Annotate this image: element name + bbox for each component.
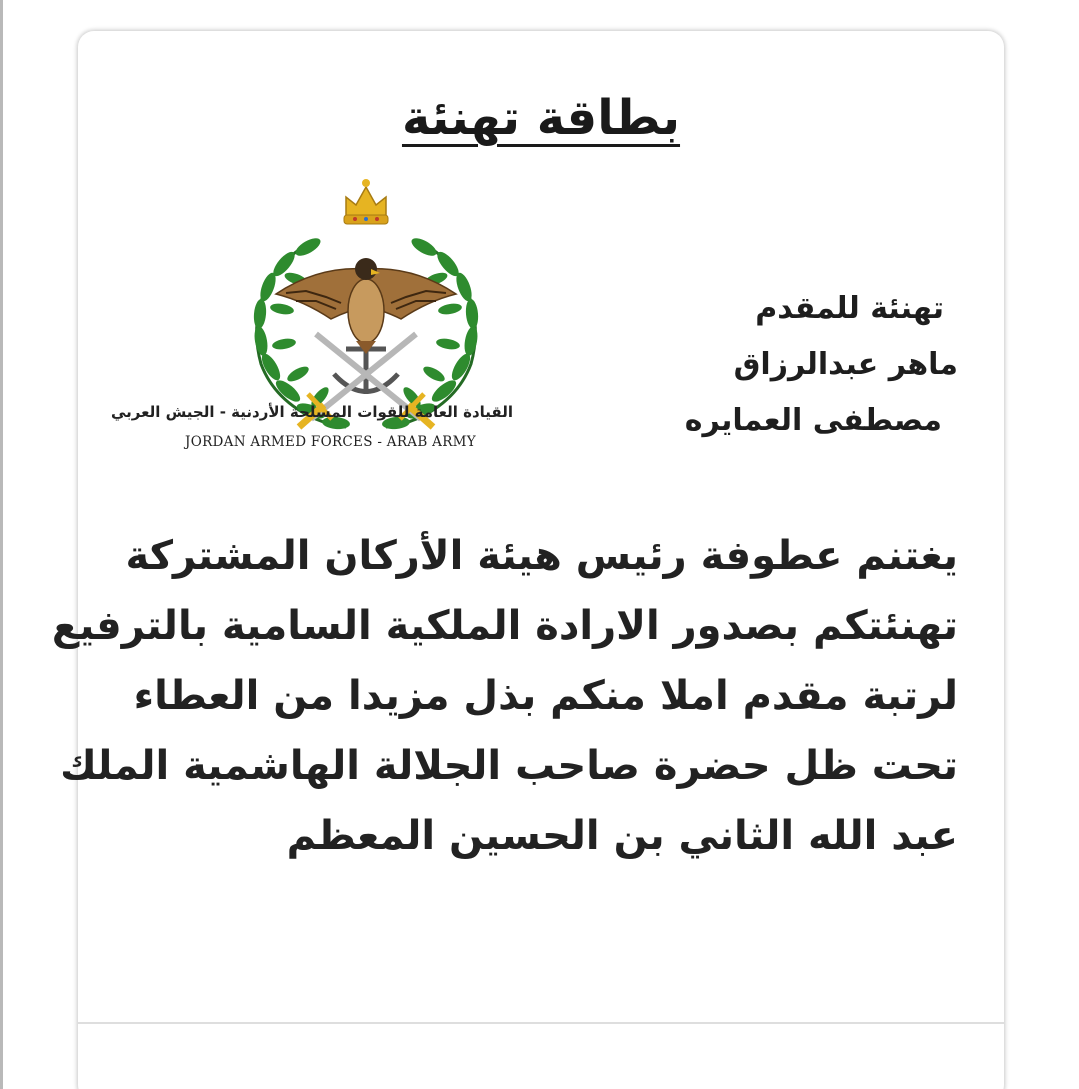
- emblem-english-caption: JORDAN ARMED FORCES - ARAB ARMY: [184, 434, 477, 450]
- recipient-block: [638, 281, 958, 449]
- card-title: بطاقة تهنئة: [401, 90, 681, 146]
- congratulation-card: [51, 31, 1004, 1089]
- message-line: يغتنم عطوفة رئيس هيئة الأركان المشتركة: [125, 533, 958, 579]
- message-line: تهنئتكم بصدور الارادة الملكية السامية بالترفيع: [51, 603, 958, 649]
- recipient-family-line: مصطفى العمايره: [684, 403, 942, 438]
- recipient-name-line: ماهر عبدالرزاق: [733, 347, 958, 382]
- message-line: عبد الله الثاني بن الحسين المعظم: [286, 813, 958, 859]
- message-line: تحت ظل حضرة صاحب الجلالة الهاشمية الملك: [60, 743, 958, 789]
- left-edge-border: [0, 0, 3, 1089]
- bottom-divider: [78, 1022, 1004, 1024]
- recipient-rank-line: تهنئة للمقدم: [755, 291, 944, 326]
- message-line: لرتبة مقدم املا منكم بذل مزيدا من العطاء: [133, 673, 958, 719]
- eagle-icon: [276, 258, 456, 354]
- emblem-arabic-caption: القيادة العامة للقوات المسلحة الأردنية - الجيش العربي: [111, 403, 513, 421]
- congratulation-message: [51, 521, 958, 871]
- crown-icon: [344, 179, 388, 224]
